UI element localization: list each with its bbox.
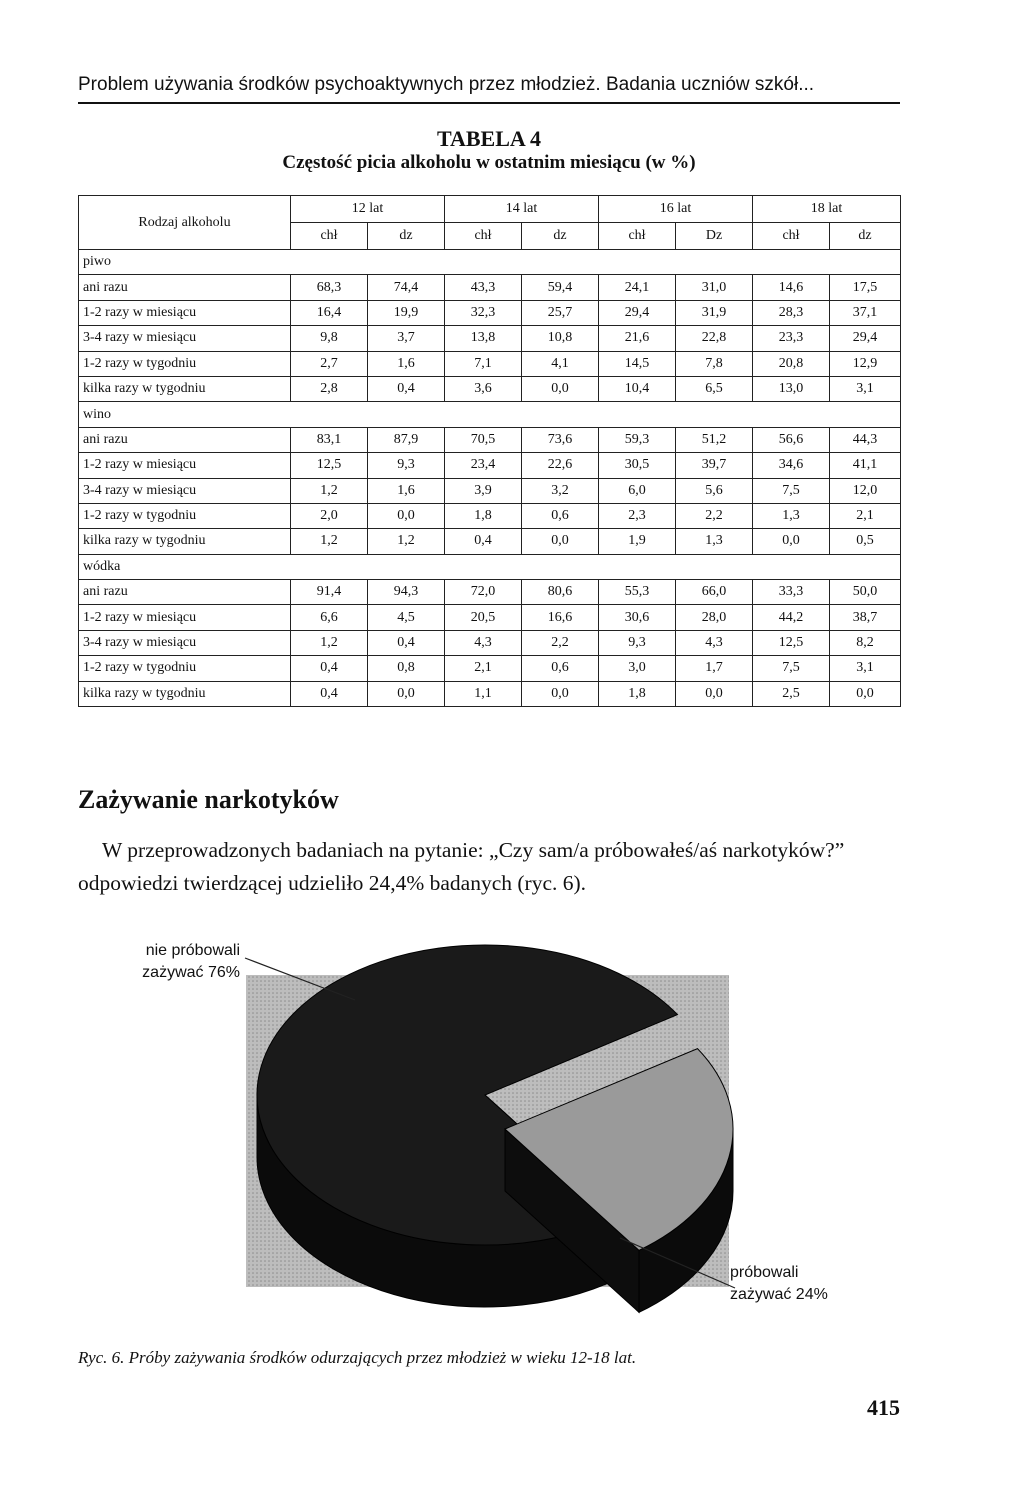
table-row [79,300,901,325]
table-cell: 31,0 [676,275,753,300]
table-cell: 1,2 [291,478,368,503]
table-cell: 1,8 [445,503,522,528]
table-cell: 0,0 [753,529,830,554]
table-cell: 2,0 [291,503,368,528]
table-cell: 0,0 [522,529,599,554]
table-cell: 2,3 [599,503,676,528]
table-cell: 8,2 [830,630,901,655]
sex-header: chł [753,223,830,250]
sex-header: dz [368,223,445,250]
table-cell: 1,2 [368,529,445,554]
table-cell: 1,6 [368,351,445,376]
table-cell: 3,9 [445,478,522,503]
table-row [79,605,901,630]
table-cell: 16,6 [522,605,599,630]
table-row [79,580,901,605]
table-cell: 16,4 [291,300,368,325]
table-cell: 56,6 [753,427,830,452]
table-cell: 9,3 [599,630,676,655]
table-cell: 13,0 [753,376,830,401]
table-cell: 0,4 [291,656,368,681]
table-cell: 1,6 [368,478,445,503]
table-row [79,478,901,503]
table-title: TABELA 4 [436,126,542,151]
table-cell: 17,5 [830,275,901,300]
table-cell: 68,3 [291,275,368,300]
table-row [79,453,901,478]
table-cell: 0,0 [676,681,753,706]
table-cell: 25,7 [522,300,599,325]
table-row [79,427,901,452]
table-cell: 50,0 [830,580,901,605]
table-cell: 12,5 [291,453,368,478]
table-cell: 24,1 [599,275,676,300]
table-cell: 0,0 [830,681,901,706]
table-cell: 87,9 [368,427,445,452]
table-row [79,376,901,401]
table-cell: 7,5 [753,478,830,503]
section-name: wino [79,402,901,427]
sex-header: chł [291,223,368,250]
table-cell: 10,4 [599,376,676,401]
table-cell: 20,8 [753,351,830,376]
table-cell: 3,1 [830,656,901,681]
table-cell: 38,7 [830,605,901,630]
table-cell: 0,0 [368,681,445,706]
table-cell: 0,0 [522,376,599,401]
table-cell: 2,2 [676,503,753,528]
table-row [79,275,901,300]
table-cell: 3,1 [830,376,901,401]
table-cell: 9,8 [291,326,368,351]
table-cell: 0,0 [522,681,599,706]
table-cell: 29,4 [830,326,901,351]
table-cell: 7,1 [445,351,522,376]
table-cell: 14,6 [753,275,830,300]
body-paragraph [78,834,908,900]
row-label: 1-2 razy w tygodniu [79,656,291,681]
table-cell: 30,6 [599,605,676,630]
table-cell: 33,3 [753,580,830,605]
table-cell: 80,6 [522,580,599,605]
table-cell: 73,6 [522,427,599,452]
table-cell: 9,3 [368,453,445,478]
table-row [79,351,901,376]
row-label: 1-2 razy w miesiącu [79,453,291,478]
sex-header: dz [830,223,901,250]
table-cell: 51,2 [676,427,753,452]
page-number: 415 [867,1395,900,1420]
figure-caption: Ryc. 6. Próby zażywania środków odurzających przez młodzież w wieku 12-18 lat. [78,1348,637,1367]
sex-header: Dz [676,223,753,250]
table-cell: 1,3 [753,503,830,528]
table-cell: 37,1 [830,300,901,325]
age-group-header: 18 lat [753,196,901,223]
table-row [79,681,901,706]
sex-header: chł [445,223,522,250]
table-cell: 2,1 [830,503,901,528]
row-label: 1-2 razy w miesiącu [79,300,291,325]
table-cell: 0,4 [291,681,368,706]
table-cell: 4,5 [368,605,445,630]
row-header: Rodzaj alkoholu [79,196,291,250]
table-cell: 1,7 [676,656,753,681]
section-name: wódka [79,554,901,579]
table-cell: 14,5 [599,351,676,376]
row-label: 3-4 razy w miesiącu [79,630,291,655]
table-cell: 3,6 [445,376,522,401]
table-cell: 6,5 [676,376,753,401]
paragraph-text: W przeprowadzonych badaniach na pytanie: „Czy sam/a próbowałeś/aś narkotyków?” odpowiedzi twierdzącej udzieliło 24,4% badanych (ryc. 6). [78,838,845,895]
table-cell: 59,4 [522,275,599,300]
row-label: ani razu [79,427,291,452]
table-cell: 70,5 [445,427,522,452]
table-cell: 12,0 [830,478,901,503]
table-cell: 1,9 [599,529,676,554]
table-cell: 1,2 [291,630,368,655]
table-cell: 12,9 [830,351,901,376]
table-cell: 31,9 [676,300,753,325]
table-row [79,326,901,351]
section-name: piwo [79,250,901,275]
row-label: kilka razy w tygodniu [79,376,291,401]
table-cell: 94,3 [368,580,445,605]
table-cell: 20,5 [445,605,522,630]
table-cell: 6,6 [291,605,368,630]
section-row [79,402,901,427]
table-cell: 32,3 [445,300,522,325]
table-cell: 21,6 [599,326,676,351]
table-cell: 39,7 [676,453,753,478]
row-label: kilka razy w tygodniu [79,681,291,706]
pie-label-not-tried: nie próbowali zażywać 76% [142,942,240,981]
alcohol-frequency-table [78,195,901,707]
table-cell: 29,4 [599,300,676,325]
table-cell: 3,7 [368,326,445,351]
table-cell: 83,1 [291,427,368,452]
sex-header: chł [599,223,676,250]
age-group-header: 12 lat [291,196,445,223]
table-cell: 22,8 [676,326,753,351]
age-group-header: 14 lat [445,196,599,223]
age-group-header: 16 lat [599,196,753,223]
table-cell: 1,3 [676,529,753,554]
row-label: ani razu [79,580,291,605]
table-cell: 2,2 [522,630,599,655]
table-cell: 28,3 [753,300,830,325]
table-row [79,529,901,554]
table-cell: 0,4 [368,630,445,655]
table-cell: 4,3 [676,630,753,655]
table-cell: 10,8 [522,326,599,351]
table-cell: 30,5 [599,453,676,478]
running-header: Problem używania środków psychoaktywnych przez młodzież. Badania uczniów szkół... [78,74,900,104]
table-cell: 43,3 [445,275,522,300]
table-cell: 0,6 [522,503,599,528]
table-row [79,656,901,681]
table-cell: 34,6 [753,453,830,478]
table-cell: 2,8 [291,376,368,401]
section-title: Zażywanie narkotyków [78,785,339,814]
table-cell: 1,8 [599,681,676,706]
table-cell: 1,2 [291,529,368,554]
table-cell: 0,4 [368,376,445,401]
table-cell: 0,4 [445,529,522,554]
pie-label-tried: próbowali zażywać 24% [730,1264,828,1303]
table-cell: 2,5 [753,681,830,706]
table-cell: 7,8 [676,351,753,376]
table-cell: 1,1 [445,681,522,706]
table-cell: 12,5 [753,630,830,655]
table-cell: 5,6 [676,478,753,503]
table-row [79,630,901,655]
section-row [79,554,901,579]
row-label: 1-2 razy w tygodniu [79,503,291,528]
row-label: 3-4 razy w miesiącu [79,326,291,351]
table-cell: 41,1 [830,453,901,478]
row-label: 1-2 razy w tygodniu [79,351,291,376]
table-cell: 4,1 [522,351,599,376]
table-cell: 55,3 [599,580,676,605]
table-cell: 66,0 [676,580,753,605]
table-cell: 44,2 [753,605,830,630]
table-cell: 3,0 [599,656,676,681]
table-cell: 3,2 [522,478,599,503]
table-cell: 59,3 [599,427,676,452]
table-cell: 22,6 [522,453,599,478]
table-cell: 28,0 [676,605,753,630]
row-label: 3-4 razy w miesiącu [79,478,291,503]
table-cell: 23,4 [445,453,522,478]
table-cell: 0,6 [522,656,599,681]
row-label: ani razu [79,275,291,300]
table-cell: 72,0 [445,580,522,605]
table-cell: 74,4 [368,275,445,300]
table-cell: 2,1 [445,656,522,681]
table-cell: 13,8 [445,326,522,351]
table-row [79,503,901,528]
row-label: 1-2 razy w miesiącu [79,605,291,630]
row-label: kilka razy w tygodniu [79,529,291,554]
table-cell: 91,4 [291,580,368,605]
table-cell: 23,3 [753,326,830,351]
table-cell: 44,3 [830,427,901,452]
table-cell: 2,7 [291,351,368,376]
table-cell: 4,3 [445,630,522,655]
sex-header: dz [522,223,599,250]
table-cell: 7,5 [753,656,830,681]
table-cell: 19,9 [368,300,445,325]
table-subtitle: Częstość picia alkoholu w ostatnim miesiącu (w %) [282,152,696,173]
section-row [79,250,901,275]
table-cell: 0,5 [830,529,901,554]
table-cell: 0,8 [368,656,445,681]
table-cell: 6,0 [599,478,676,503]
table-cell: 0,0 [368,503,445,528]
